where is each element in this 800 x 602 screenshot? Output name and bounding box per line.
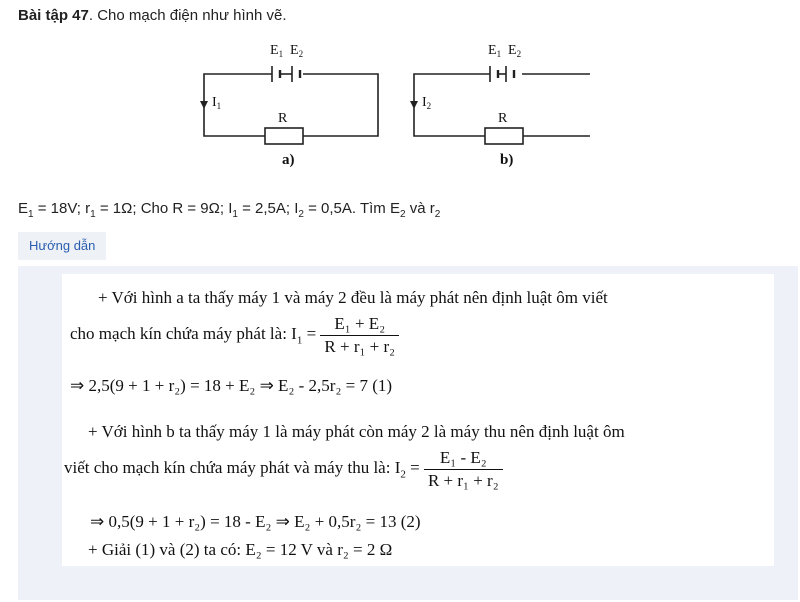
fraction-2: $\frac{\text{E₁ - E₂}}{\text{R + r₁ + r₂}}$ [424,448,503,491]
exercise-number: Bài tập 47 [18,7,89,24]
label-resistor-b: R [498,111,508,126]
solution-line-7: + Giải (1) và (2) ta có: E₂ = 12 V và r₂ = 2 Ω [88,540,393,559]
solution-panel [18,266,798,600]
label-e2-a: $E_2$ [290,43,304,59]
solution-content [62,274,774,566]
label-current-a: $I_1$ [212,95,222,111]
circuit-b-wire [414,74,590,136]
caption-a: a) [282,152,295,168]
label-current-b: $I_2$ [422,95,432,111]
solution-line-5: viết cho mạch kín chứa máy phát và máy thu là: $I_2$ = $\frac{\text{E₁ - E₂}}{\text{R + r₁ + r₂}}$ [64,448,503,491]
solution-line-2: cho mạch kín chứa máy phát là: $I_1$ = $\frac{\text{E₁ + E₂}}{\text{R + r₁ + r₂}}$ [70,314,399,357]
solution-line-6: ⇒ 0,5(9 + 1 + r₂) = 18 - E₂ ⇒ E₂ + 0,5r₂ = 13 (2) [90,512,421,531]
solution-line-3: ⇒ 2,5(9 + 1 + r₂) = 18 + E₂ ⇒ E₂ - 2,5r₂ = 7 (1) [70,376,393,395]
current-arrow-a [200,101,208,109]
circuit-a-wire [204,74,378,136]
circuit-figure [190,36,590,171]
exercise-prompt: . Cho mạch điện như hình vẽ. [88,7,287,24]
resistor-a [265,128,303,144]
label-resistor-a: R [278,111,288,126]
fraction-1: $\frac{\text{E₁ + E₂}}{\text{R + r₁ + r₂}}$ [320,314,399,357]
solution-line-1: + Với hình a ta thấy máy 1 và máy 2 đều là máy phát nên định luật ôm viết [98,288,608,307]
circuit-diagrams [190,36,590,171]
caption-b: b) [500,152,514,168]
given-data: $E_1 = 18V$; $r_1 = 1\Omega$; Cho R = 9Ω; $I_1 = 2,5A$; $I_2 = 0,5A$. Tìm $E_2$ và $r_2$ [18,200,441,220]
label-e2-b: $E_2$ [508,43,522,59]
exercise-title [18,7,287,24]
label-e1-b: $E_1$ [488,43,502,59]
label-e1-a: $E_1$ [270,43,284,59]
hint-button[interactable]: Hướng dẫn [18,232,106,260]
resistor-b [485,128,523,144]
solution-line-4: + Với hình b ta thấy máy 1 là máy phát còn máy 2 là máy thu nên định luật ôm [88,422,625,441]
current-arrow-b [410,101,418,109]
